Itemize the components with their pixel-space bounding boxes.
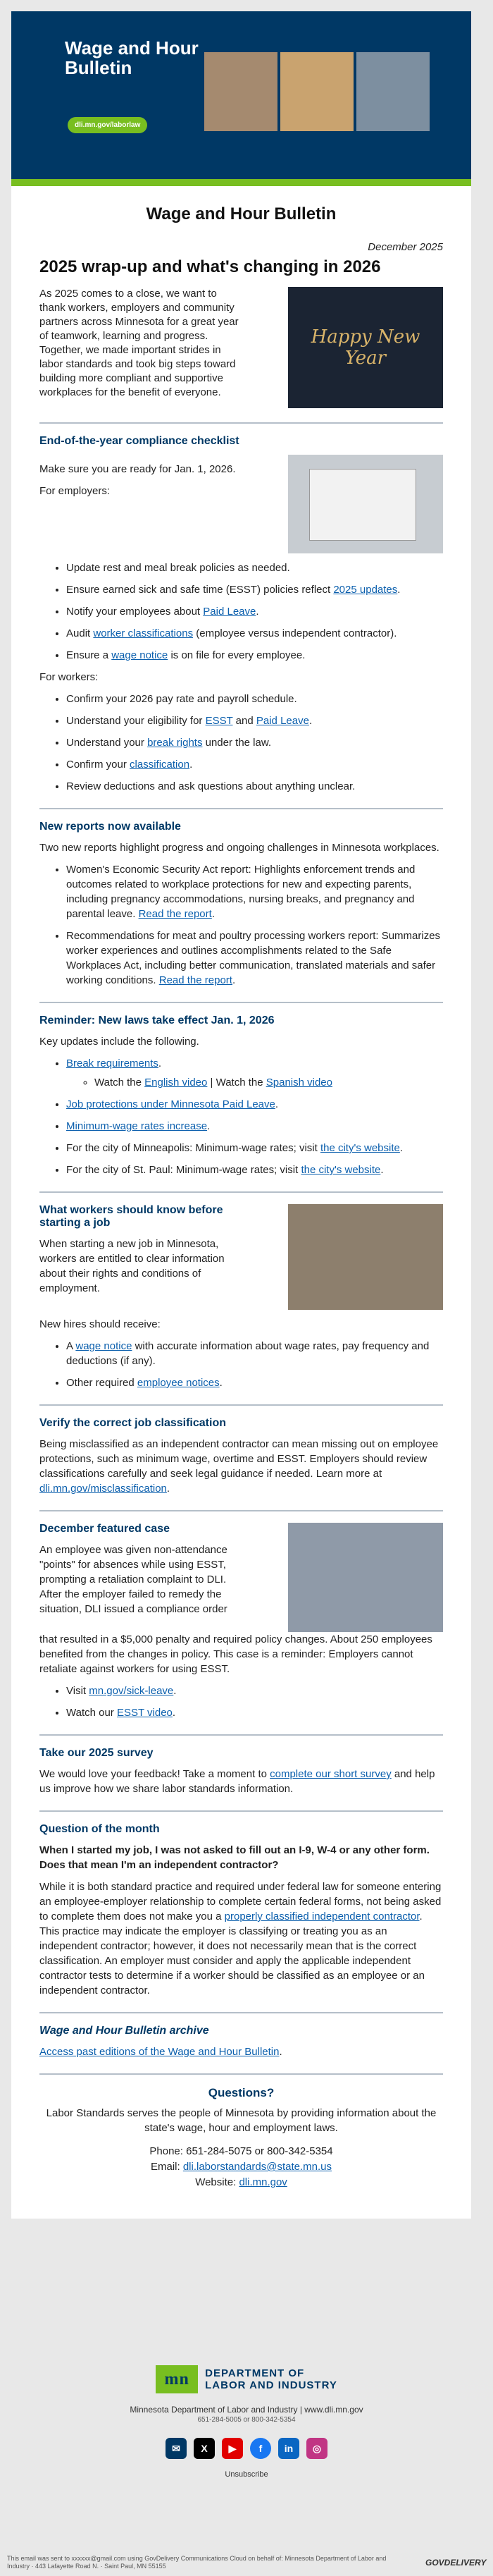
wage-notice-link[interactable]: wage notice	[111, 649, 168, 661]
divider	[39, 1810, 443, 1812]
divider	[39, 808, 443, 809]
break-rights-link[interactable]: break rights	[147, 737, 203, 749]
issue-date: December 2025	[368, 241, 443, 253]
divider	[39, 1404, 443, 1406]
list-item: • Review deductions and ask questions about anything unclear.	[66, 779, 443, 794]
misclassification-link[interactable]: dli.mn.gov/misclassification	[39, 1483, 167, 1495]
list-item: • Confirm your classification.	[66, 757, 443, 772]
st-paul-website-link[interactable]: the city's website	[301, 1164, 381, 1176]
employee-notices-link[interactable]: employee notices	[137, 1377, 220, 1389]
read-report-link-1[interactable]: Read the report	[138, 908, 212, 920]
question-text: When I started my job, I was not asked to fill out an I-9, W-4 or any other form. Does that mean I'm an independent contractor?	[39, 1844, 430, 1871]
green-accent-bar	[11, 179, 471, 186]
list-item: ◦ Watch the English video | Watch the Spanish video	[94, 1075, 443, 1090]
email-line: Email: dli.laborstandards@state.mn.us	[150, 2161, 332, 2173]
divider	[39, 1002, 443, 1003]
header-photo-construction	[356, 52, 430, 131]
answer-text: While it is both standard practice and required under federal law for someone entering an employee-employer relationship to complete certain federal forms, not being asked to complete them does not make you a properly classified independent contractor. This practice may indicate the employer is classifying or treating you as an independent contractor; however, it does not necessarily mean that is the correct classification. An employer must consider and apply the applicable independent contractor tests to determine if a worker should be classified as an employee or an independent contractor.	[39, 1881, 442, 1997]
dept-line-1: DEPARTMENT OF	[205, 2367, 305, 2379]
new-job-image	[288, 1204, 443, 1310]
sick-leave-link[interactable]: mn.gov/sick-leave	[89, 1685, 174, 1697]
questions-text: Labor Standards serves the people of Minnesota by providing information about the state's wage, hour and employment laws.	[46, 2107, 437, 2134]
english-video-link[interactable]: English video	[144, 1077, 208, 1088]
new-hires-label: New hires should receive:	[39, 1318, 161, 1330]
spanish-video-link[interactable]: Spanish video	[266, 1077, 332, 1088]
list-item: • A wage notice with accurate information about wage rates, pay frequency and deductions (if any).	[66, 1339, 443, 1368]
instagram-icon[interactable]: ◎	[306, 2438, 327, 2459]
legal-text: This email was sent to xxxxxx@gmail.com using GovDelivery Communications Cloud on behalf of: Minnesota Department of Labor and Industry · 443 Lafayette Road N. · Saint Paul, MN 55155	[7, 2555, 387, 2570]
list-item: • Understand your break rights under the law.	[66, 735, 443, 750]
facebook-icon[interactable]: f	[250, 2438, 271, 2459]
list-item: • Notify your employees about Paid Leave.	[66, 604, 443, 619]
divider	[39, 1734, 443, 1736]
new-year-image: Happy New Year	[288, 287, 443, 408]
divider	[39, 1191, 443, 1193]
list-item: • Women's Economic Security Act report: Highlights enforcement trends and outcomes related to workplace protections for new and expecting parents, including pregnancy accommodations, nursing breaks, and pregnancy and parental leave. Read the report.	[66, 862, 443, 921]
survey-title: Take our 2025 survey	[39, 1747, 154, 1759]
x-icon[interactable]: X	[194, 2438, 215, 2459]
list-item: • Audit worker classifications (employee versus independent contractor).	[66, 626, 443, 641]
new-job-title: What workers should know before starting a job	[39, 1204, 223, 1229]
social-links	[0, 2438, 493, 2459]
minimum-wage-link[interactable]: Minimum-wage rates increase	[66, 1120, 208, 1132]
reports-list	[66, 862, 443, 988]
list-item: • Watch our ESST video.	[66, 1705, 443, 1720]
list-item: • Visit mn.gov/sick-leave.	[66, 1683, 443, 1698]
employers-label: For employers:	[39, 485, 111, 497]
workers-label: For workers:	[39, 671, 99, 683]
footer-phone: 651-284-5005 or 800-342-5354	[197, 2416, 296, 2424]
contact-info	[39, 2144, 443, 2190]
footer	[0, 2365, 493, 2479]
dept-line-2: LABOR AND INDUSTRY	[205, 2379, 337, 2391]
divider	[39, 2012, 443, 2013]
survey-text: We would love your feedback! Take a moment to complete our short survey and help us improve how we share labor standards information.	[39, 1768, 435, 1795]
header-photo-woman	[280, 52, 354, 131]
linkedin-icon[interactable]: in	[278, 2438, 299, 2459]
case-text: An employee was given non-attendance "points" for absences while using ESST, prompting a retaliation complaint to DLI. After the employer failed to remedy the situation, DLI issued a compliance order	[39, 1544, 227, 1615]
case-text-cont: that resulted in a $5,000 penalty and required policy changes. About 250 employees benefited from the changes in policy. This case is a reminder: Employers cannot retaliate against workers for using ESST.	[39, 1633, 432, 1675]
questions-title: Questions?	[208, 2086, 275, 2099]
dli-logo[interactable]	[0, 2365, 493, 2393]
website-link[interactable]: dli.mn.gov	[239, 2176, 287, 2188]
header-title: Wage and Hour Bulletin	[65, 37, 199, 78]
new-job-text: When starting a new job in Minnesota, workers are entitled to clear information about their rights and conditions of employment.	[39, 1238, 225, 1294]
reminder-intro: Key updates include the following.	[39, 1036, 199, 1048]
list-item: • Understand your eligibility for ESST and Paid Leave.	[66, 713, 443, 728]
read-report-link-2[interactable]: Read the report	[158, 974, 232, 986]
phone-line: Phone: 651-284-5075 or 800-342-5354	[149, 2145, 333, 2157]
email-body	[11, 11, 471, 2219]
esst-video-link[interactable]: ESST video	[116, 1707, 173, 1719]
checklist-image	[288, 455, 443, 553]
case-image	[288, 1523, 443, 1632]
footer-address: Minnesota Department of Labor and Industry | www.dli.mn.gov	[130, 2405, 363, 2415]
workers-list	[66, 692, 443, 794]
reminder-title: Reminder: New laws take effect Jan. 1, 2026	[39, 1014, 275, 1026]
question-title: Question of the month	[39, 1823, 160, 1835]
youtube-icon[interactable]: ▶	[222, 2438, 243, 2459]
divider	[39, 2073, 443, 2075]
verify-text: Being misclassified as an independent contractor can mean missing out on employee protections, such as minimum wage, overtime and ESST. Employers should review classifications carefully and seek legal guidance if needed. Learn more at dli.mn.gov/misclassification.	[39, 1438, 439, 1495]
list-item: • Job protections under Minnesota Paid Leave.	[66, 1097, 443, 1112]
worker-classifications-link[interactable]: worker classifications	[93, 627, 194, 639]
lead-title: 2025 wrap-up and what's changing in 2026	[39, 257, 381, 276]
email-link[interactable]: dli.laborstandards@state.mn.us	[182, 2161, 332, 2173]
header-photo-worker	[204, 52, 277, 131]
unsubscribe-link[interactable]: Unsubscribe	[225, 2470, 268, 2479]
website-line: Website: dli.mn.gov	[195, 2176, 287, 2188]
esst-link[interactable]: ESST	[205, 715, 233, 727]
verify-title: Verify the correct job classification	[39, 1417, 226, 1429]
new-hires-list	[66, 1339, 443, 1390]
list-item: • Break requirements. ◦ Watch the English video | Watch the Spanish video	[66, 1056, 443, 1090]
divider	[39, 1510, 443, 1511]
independent-contractor-link[interactable]: properly classified independent contractor	[224, 1910, 420, 1922]
list-item: • Recommendations for meat and poultry processing workers report: Summarizes worker experiences and outlines accomplishments related to the Safe Workplaces Act, including better communication, translated materials and safer working conditions. Read the report.	[66, 928, 443, 988]
email-icon[interactable]: ✉	[166, 2438, 187, 2459]
classification-link[interactable]: classification	[130, 759, 190, 771]
archive-link[interactable]: Access past editions of the Wage and Hour Bulletin	[39, 2046, 280, 2058]
minneapolis-website-link[interactable]: the city's website	[320, 1142, 400, 1154]
reminder-list	[66, 1056, 443, 1134]
employers-list	[66, 560, 443, 663]
list-item: • Ensure earned sick and safe time (ESST) policies reflect 2025 updates.	[66, 582, 443, 597]
city-list	[66, 1141, 443, 1177]
list-item: • For the city of Minneapolis: Minimum-wage rates; visit the city's website.	[66, 1141, 443, 1155]
list-item: • Minimum-wage rates increase.	[66, 1119, 443, 1134]
mn-logo-icon: mn	[156, 2365, 198, 2393]
checklist-title: End-of-the-year compliance checklist	[39, 435, 239, 447]
reports-intro: Two new reports highlight progress and ongoing challenges in Minnesota workplaces.	[39, 842, 439, 854]
archive-title: Wage and Hour Bulletin archive	[39, 2025, 209, 2037]
divider	[39, 422, 443, 424]
header-photos	[204, 52, 430, 131]
checklist-intro: Make sure you are ready for Jan. 1, 2026.	[39, 463, 236, 475]
list-item: • For the city of St. Paul: Minimum-wage rates; visit the city's website.	[66, 1163, 443, 1177]
break-requirements-link[interactable]: Break requirements	[66, 1057, 158, 1069]
esst-updates-link[interactable]: 2025 updates	[333, 584, 398, 596]
paid-leave-link-2[interactable]: Paid Leave	[256, 715, 309, 727]
list-item: • Ensure a wage notice is on file for every employee.	[66, 648, 443, 663]
list-item: • Confirm your 2026 pay rate and payroll schedule.	[66, 692, 443, 706]
list-item: • Update rest and meal break policies as needed.	[66, 560, 443, 575]
govdelivery-logo[interactable]: GOVDELIVERY	[425, 2558, 487, 2568]
list-item: • Other required employee notices.	[66, 1375, 443, 1390]
reports-title: New reports now available	[39, 821, 181, 833]
paid-leave-link[interactable]: Paid Leave	[203, 606, 256, 618]
job-protections-link[interactable]: Job protections under Minnesota Paid Leave	[66, 1098, 275, 1110]
questions-section	[39, 2086, 443, 2135]
header-banner	[11, 11, 471, 179]
case-list	[66, 1683, 443, 1720]
case-title: December featured case	[39, 1523, 170, 1535]
header-link[interactable]: dli.mn.gov/laborlaw	[68, 117, 147, 133]
archive-text: Access past editions of the Wage and Hour Bulletin.	[39, 2046, 282, 2058]
main-title: Wage and Hour Bulletin	[146, 204, 337, 223]
lead-text: As 2025 comes to a close, we want to thank workers, employers and community partners across Minnesota for a great year of teamwork, learning and progress. Together, we made important strides in labor standards and took big steps toward building more compliant and supportive workplaces for the benefit of everyone.	[39, 288, 239, 398]
wage-notice-link-2[interactable]: wage notice	[75, 1340, 132, 1352]
survey-link[interactable]: complete our short survey	[270, 1768, 392, 1780]
